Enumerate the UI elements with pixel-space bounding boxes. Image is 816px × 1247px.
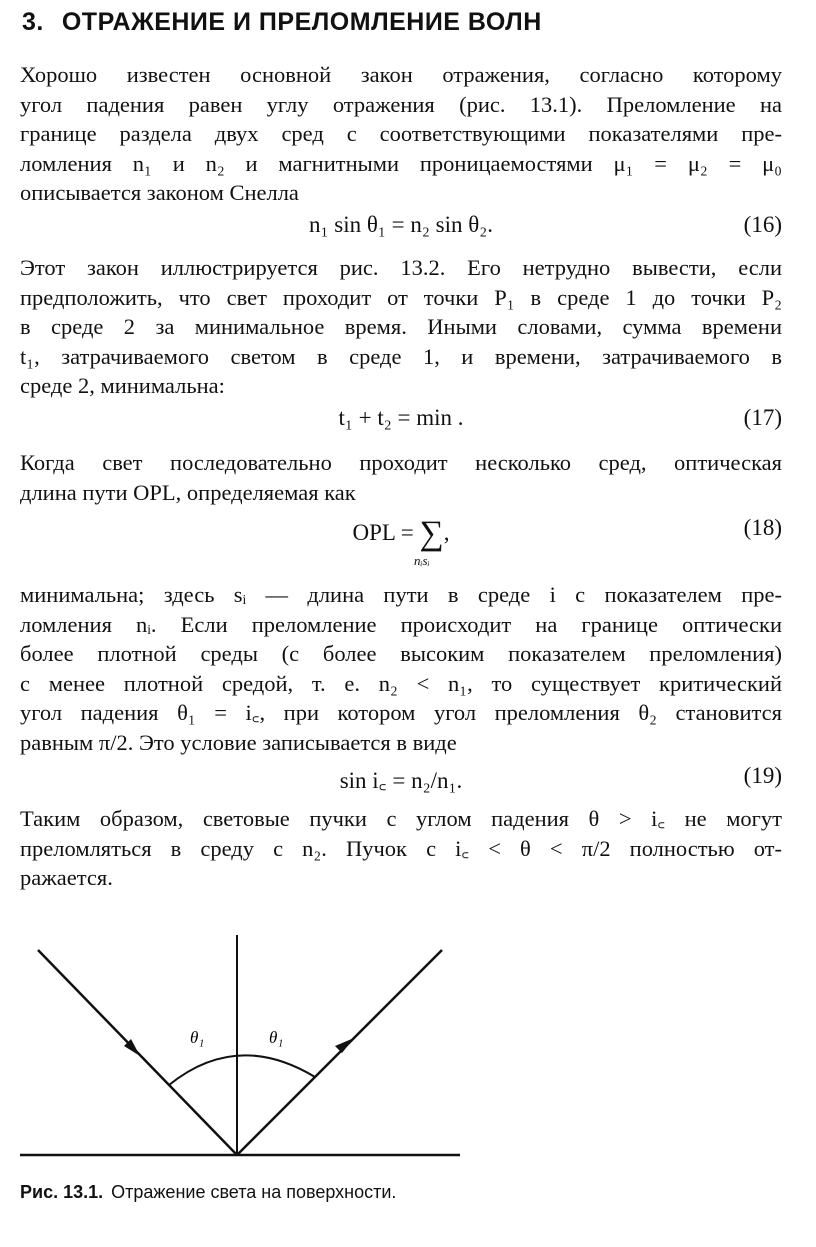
text-line: среде 2, минимальна:: [20, 373, 225, 398]
angle-label-right: θ₁: [269, 1028, 284, 1047]
paragraph-4: [20, 580, 782, 757]
equation-17: [20, 405, 782, 439]
sum-subscript: nᵢsᵢ: [414, 553, 430, 568]
equation-18: [20, 515, 782, 571]
text-line: t₁, затрачиваемого светом в среде 1, и времени, затрачиваемого в: [20, 343, 782, 369]
section-heading: [22, 8, 542, 37]
text-line: Когда свет последовательно проходит несколько сред, оптическая: [20, 450, 782, 475]
paragraph-2: [20, 253, 782, 401]
sum-symbol: ∑: [419, 515, 444, 552]
reflected-arrow-icon: [335, 1038, 354, 1053]
caption-label: Рис. 13.1.: [20, 1182, 104, 1202]
angle-label-left: θ₁: [190, 1028, 205, 1047]
paragraph-3: [20, 448, 782, 507]
equation-expression: t₁ + t₂ = min .: [338, 405, 464, 430]
text-line: с менее плотной средой, т. е. n₂ < n₁, то существует критический: [20, 670, 782, 696]
text-line: ломления n₁ и n₂ и магнитными проницаемостями μ₁ = μ₂ = μ₀: [20, 150, 782, 176]
text-line: ражается.: [20, 865, 113, 890]
text-line: преломляться в среду с n₂. Пучок с i꜀ < θ < π/2 полностью от-: [20, 835, 782, 861]
equation-tail: ,: [443, 520, 450, 545]
text-line: длина пути OPL, определяемая как: [20, 479, 356, 505]
text-line: более плотной среды (с более высоким показателем преломления): [20, 641, 782, 666]
text-line: минимальна; здесь sᵢ — длина пути в среде i с показателем пре-: [20, 582, 782, 607]
section-title: ОТРАЖЕНИЕ И ПРЕЛОМЛЕНИЕ ВОЛН: [61, 8, 542, 36]
equation-19: [20, 763, 782, 797]
equation-number: (19): [743, 763, 782, 788]
text-line: ломления nᵢ. Если преломление происходит на границе оптически: [20, 611, 782, 637]
equation-number: (18): [743, 515, 782, 540]
reflection-diagram: [20, 925, 490, 1170]
text-line: равным π/2. Это условие записывается в виде: [20, 729, 457, 755]
figure-caption: [20, 1182, 396, 1203]
text-line: Таким образом, световые пучки с углом падения θ > i꜀ не могут: [20, 806, 782, 831]
text-line: предположить, что свет проходит от точки P₁ в среде 1 до точки P₂: [20, 284, 782, 310]
text-line: угол падения θ₁ = i꜀, при котором угол преломления θ₂ становится: [20, 700, 782, 725]
equation-expression: sin i꜀ = n₂/n₁.: [339, 768, 463, 793]
equation-lhs: OPL =: [352, 520, 414, 545]
text-line: границе раздела двух сред с соответствующими показателями пре-: [20, 121, 782, 146]
text-line: угол падения равен углу отражения (рис. 13.1). Преломление на: [20, 91, 782, 117]
section-number: 3.: [22, 8, 44, 36]
text-line: Этот закон иллюстрируется рис. 13.2. Его нетрудно вывести, если: [20, 255, 782, 280]
equation-expression: n₁ sin θ₁ = n₂ sin θ₂.: [308, 212, 493, 237]
paragraph-1: [20, 60, 782, 208]
text-line: в среде 2 за минимальное время. Иными словами, сумма времени: [20, 314, 782, 339]
text-line: Хорошо известен основной закон отражения, согласно которому: [20, 62, 782, 87]
caption-text: Отражение света на поверхности.: [111, 1182, 397, 1202]
paragraph-5: [20, 804, 782, 893]
text-line: описывается законом Снелла: [20, 180, 299, 205]
equation-number: (17): [743, 405, 782, 430]
angle-arc: [169, 1055, 315, 1085]
reflected-ray: [237, 950, 442, 1155]
equation-16: [20, 212, 782, 246]
equation-number: (16): [743, 212, 782, 237]
